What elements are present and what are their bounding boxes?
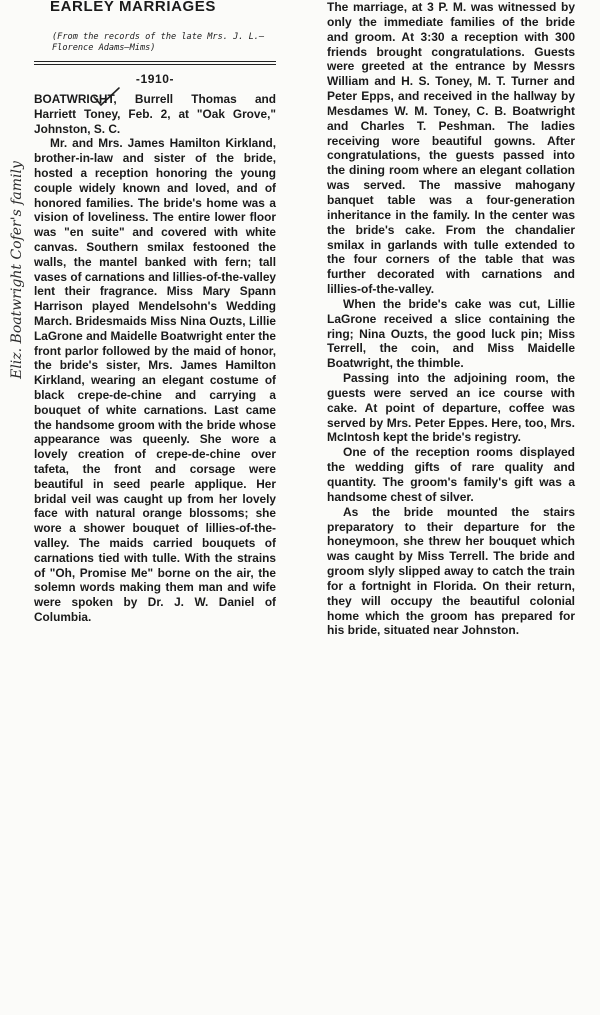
- article-body-right: [327, 0, 575, 638]
- right-paragraph-text: The marriage, at 3 P. M. was witnessed by only the immediate families of the bride and groom. At 3:30 a reception with 300 friends brought congratulations. Guests were greeted at the entrance by Messrs William and H. S. Toney, M. T. Turner and Peter Epps, and received in the hallway by Mesdames W. M. Toney, C. B. Boatwright and Charles T. Peshman. The ladies receiving wore beautiful gowns. After congratulations, the guests passed into the dining room where an elegant collation was served. The massive mahogany banquet table was a four-generation inheritance in the family. In the center was the bride's cake. From the chandalier smilax in garlands with tulle extended to the four corners of the table that was further decorated with carnations and lillies-of-the-valley.: [327, 0, 575, 297]
- article-lead: [34, 92, 276, 136]
- right-column: [327, 0, 575, 638]
- right-paragraph: [327, 0, 575, 297]
- handwritten-margin-note: [2, 80, 32, 460]
- right-paragraph: [327, 445, 575, 504]
- right-paragraph: [327, 371, 575, 445]
- year-heading: -1910-: [135, 72, 175, 86]
- body-text-left: Mr. and Mrs. James Hamilton Kirkland, brother-in-law and sister of the bride, hosted a reception honoring the young couple widely known and loved, and of honored families. The bride's home was a vision of loveliness. The entire lower floor was "en suite" and covered with white canvas. Southern smilax festooned the walls, the mantel banked with fern; tall vases of carnations and lillies-of-the-valley lent their fragrance. Miss Mary Spann Harrison played Mendelsohn's Wedding March. Bridesmaids Miss Nina Ouzts, Lillie LaGrone and Maidelle Boatwright enter the front parlor followed by the maid of honor, the bride's sister, Mrs. James Hamilton Kirkland, wearing an elegant costume of black crepe-de-chine and carrying a bouquet of white carnations. Last came the handsome groom with the bride whose appearance was queenly. She wore a lovely creation of crepe-de-chine over tafeta, the front and corsage were beautiful in seed pearle applique. Her bridal veil was caught up from her lovely face with natural orange blossoms; she wore a shower bouquet of lillies-of-the-valley. The maids carried bouquets of carnations tied with tulle. With the strains of "Oh, Promise Me" borne on the air, the solemn words making them man and wife were spoken by Dr. J. W. Daniel of Columbia.: [34, 136, 276, 624]
- right-paragraph-text: One of the reception rooms displayed the wedding gifts of rare quality and quantity. The groom's family's gift was a handsome chest of silver.: [327, 445, 575, 504]
- right-paragraph-text: When the bride's cake was cut, Lillie LaGrone received a slice containing the ring; Nina Ouzts, the good luck pin; Miss Terrell, the coin, and Miss Maidelle Boatwright, the thimble.: [327, 296, 575, 371]
- right-paragraph: [327, 297, 575, 371]
- right-paragraph: [327, 505, 575, 639]
- divider-rule: [34, 64, 276, 65]
- lead-text: BOATWRIGHT, Burrell Thomas and Harriett Toney, Feb. 2, at "Oak Grove," Johnston, S. C.: [34, 92, 276, 136]
- article-body-left: [34, 136, 276, 624]
- right-paragraph-text: Passing into the adjoining room, the guests were served an ice course with cake. At point of departure, coffee was served by Mrs. Peter Eppes. Here, too, Mrs. McIntosh kept the bride's registry.: [327, 371, 575, 445]
- right-paragraph-text: As the bride mounted the stairs preparatory to their departure for the honeymoon, she threw her bouquet which was caught by Miss Terrell. The bride and groom slyly slipped away to catch the train for a fortnight in Florida. On their return, they will occupy the beautiful colonial home which the groom has prepared for his bride, situated near Johnston.: [327, 504, 575, 638]
- divider-rule: [34, 61, 276, 62]
- headline: EARLEY MARRIAGES: [50, 0, 217, 14]
- left-column: [34, 0, 276, 625]
- source-note: (From the records of the late Mrs. J. L.—Florence Adams—Mims): [52, 32, 265, 53]
- margin-note-text: Eliz. Boatwright Cofer's family: [9, 161, 25, 379]
